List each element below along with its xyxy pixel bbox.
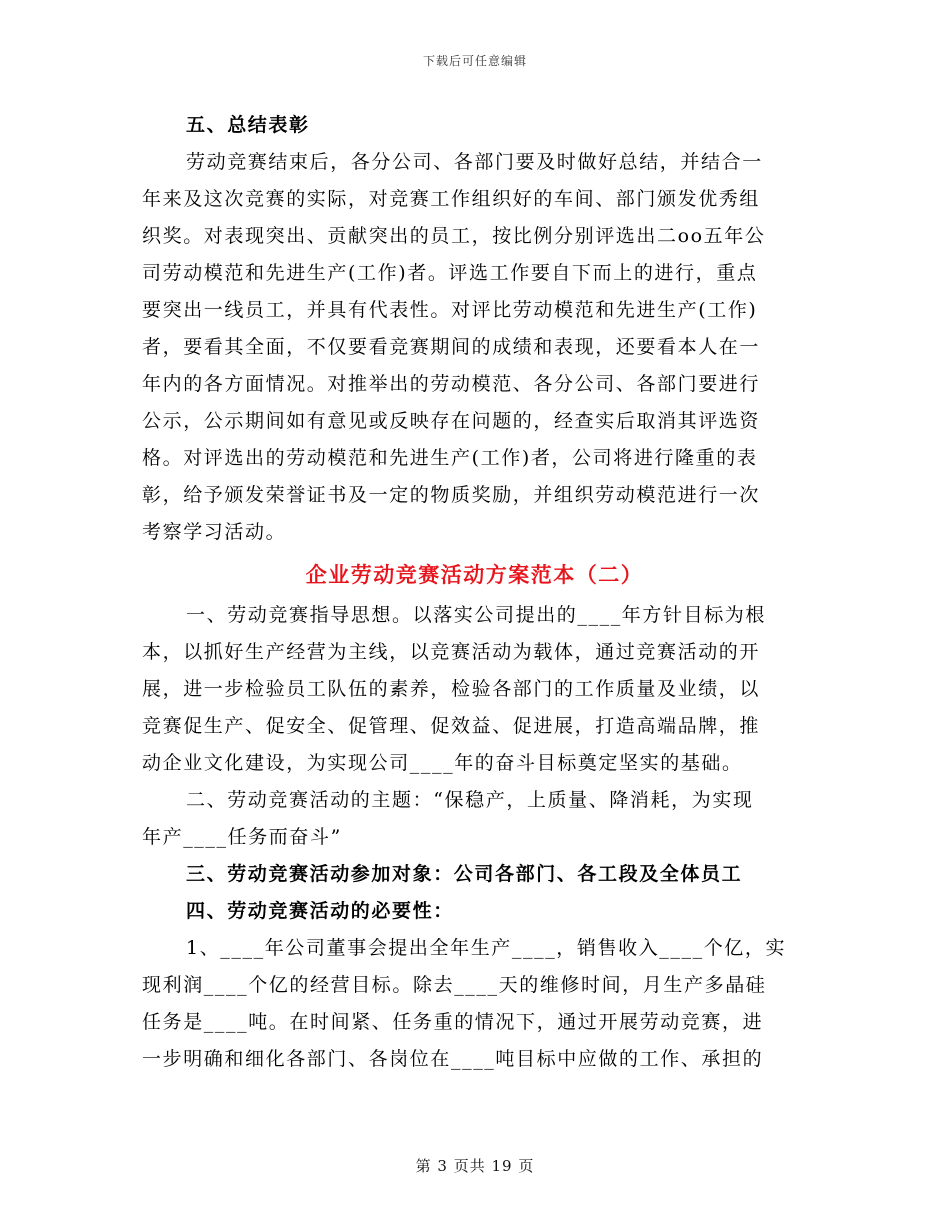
paragraph-line: 考察学习活动。 (142, 521, 287, 543)
paragraph-line: 年内的各方面情况。对推举出的劳动模范、各分公司、各部门要进行 (142, 373, 761, 395)
document-body (142, 107, 807, 1078)
paragraph-line: 竞赛促生产、促安全、促管理、促效益、促进展，打造高端品牌，推 (142, 715, 761, 737)
paragraph-line: 展，进一步检验员工队伍的素养，检验各部门的工作质量及业绩，以 (142, 678, 761, 700)
paragraph-line: 现利润____个亿的经营目标。除去____天的维修时间，月生产多晶硅 (142, 974, 767, 996)
paragraph-line: 要突出一线员工，并具有代表性。对评比劳动模范和先进生产(工作) (142, 299, 758, 321)
paragraph-line: 任务是____吨。在时间紧、任务重的情况下，通过开展劳动竞赛，进 (142, 1011, 764, 1033)
paragraph-line: 二、劳动竞赛活动的主题：“保稳产，上质量、降消耗，为实现 (186, 789, 754, 811)
paragraph-line: 彰，给予颁发荣誉证书及一定的物质奖励，并组织劳动模范进行一次 (142, 484, 761, 506)
page-number-footer: 第 3 页共 19 页 (415, 1157, 535, 1175)
section-heading-summary: 五、总结表彰 (186, 114, 310, 136)
paragraph-line: 一、劳动竞赛指导思想。以落实公司提出的____年方针目标为根 (186, 604, 767, 626)
paragraph-line: 劳动竞赛结束后，各分公司、各部门要及时做好总结，并结合一 (186, 151, 763, 173)
paragraph-line: 一步明确和细化各部门、各岗位在____吨目标中应做的工作、承担的 (142, 1048, 764, 1070)
paragraph-line: 本，以抓好生产经营为主线，以竞赛活动为载体，通过竞赛活动的开 (142, 641, 761, 663)
document-title: 企业劳动竞赛活动方案范本（二） (305, 562, 644, 587)
paragraph-line: 动企业文化建设，为实现公司____年的奋斗目标奠定坚实的基础。 (142, 752, 743, 774)
section-heading-participants: 三、劳动竞赛活动参加对象：公司各部门、各工段及全体员工 (186, 863, 743, 885)
paragraph-line: 者，要看其全面，不仅要看竞赛期间的成绩和表现，还要看本人在一 (142, 336, 761, 358)
page-header-note: 下载后可任意编辑 (422, 54, 527, 68)
paragraph-line: 年来及这次竞赛的实际，对竞赛工作组织好的车间、部门颁发优秀组 (142, 188, 761, 210)
paragraph-line: 年产____任务而奋斗” (142, 826, 342, 848)
paragraph-line: 格。对评选出的劳动模范和先进生产(工作)者，公司将进行隆重的表 (142, 447, 758, 469)
paragraph-line: 公示，公示期间如有意见或反映存在问题的，经查实后取消其评选资 (142, 410, 761, 432)
paragraph-line: 织奖。对表现突出、贡献突出的员工，按比例分别评选出二oo五年公 (142, 225, 766, 247)
paragraph-line: 司劳动模范和先进生产(工作)者。评选工作要自下而上的进行，重点 (142, 262, 758, 284)
paragraph-line: 1、____年公司董事会提出全年生产____，销售收入____个亿，实 (186, 937, 787, 959)
section-heading-necessity: 四、劳动竞赛活动的必要性： (186, 900, 454, 922)
